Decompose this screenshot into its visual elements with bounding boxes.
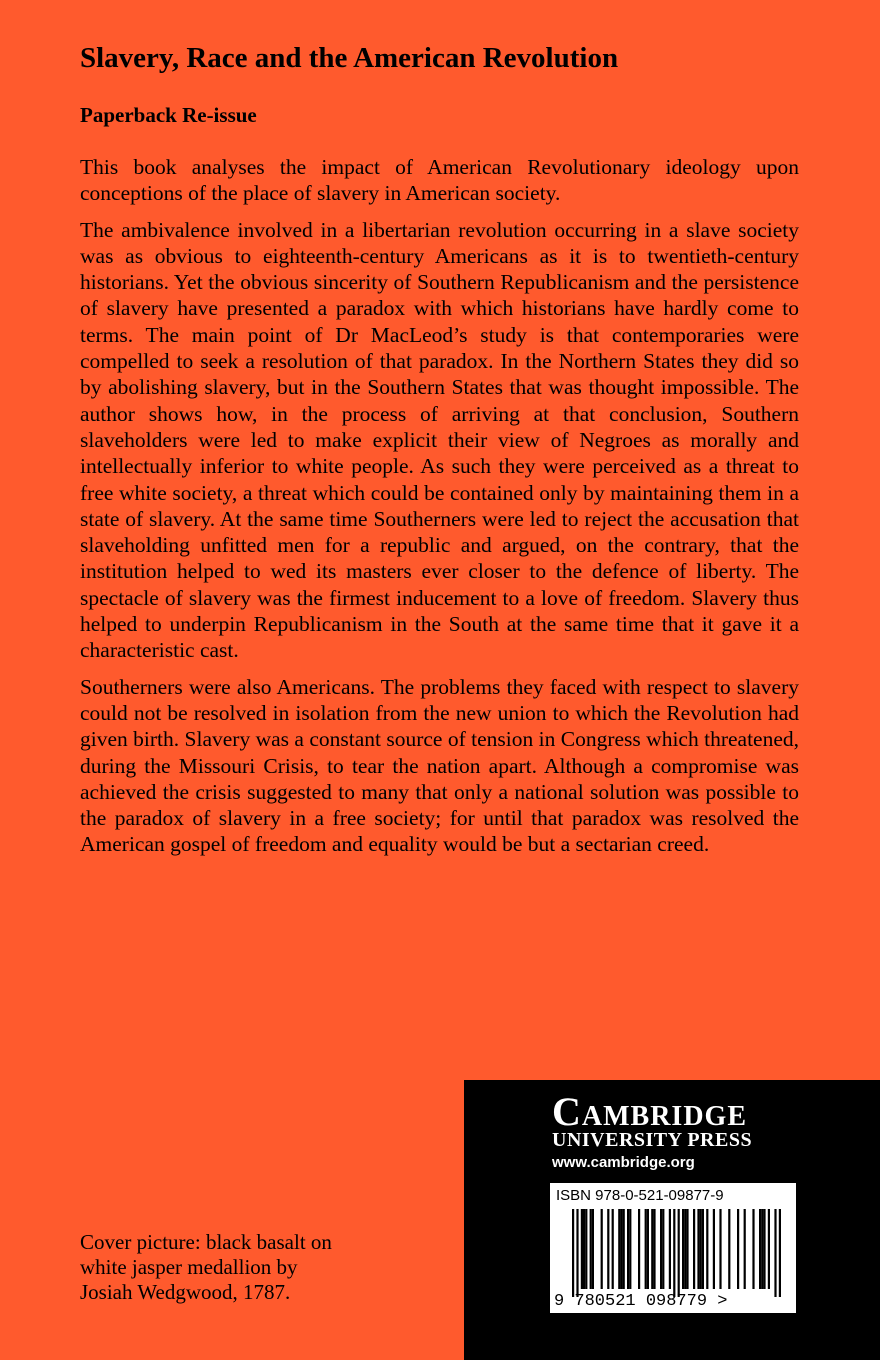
barcode-bar [653, 1209, 655, 1289]
barcode-bar [583, 1209, 585, 1289]
barcode-bar [763, 1209, 765, 1289]
caption-line-2: white jasper medallion by [80, 1255, 298, 1279]
barcode-bar [684, 1209, 686, 1289]
barcode-bar [686, 1209, 688, 1289]
barcode-bar [620, 1209, 622, 1289]
barcode-bar [702, 1209, 704, 1289]
book-title: Slavery, Race and the American Revolution [80, 42, 619, 74]
barcode-bar [612, 1209, 614, 1289]
cover-picture-caption [80, 1230, 420, 1305]
barcode-bar [629, 1209, 631, 1289]
barcode-bar [660, 1209, 662, 1289]
barcode-bar [638, 1209, 640, 1289]
barcode-bar [592, 1209, 594, 1289]
blurb-text [80, 154, 799, 868]
edition-subtitle: Paperback Re-issue [80, 103, 257, 127]
caption-line-1: Cover picture: black basalt on [80, 1230, 332, 1254]
barcode-bar [645, 1209, 647, 1289]
publisher-logo-subname: UNIVERSITY PRESS [552, 1129, 753, 1151]
barcode-bar [585, 1209, 587, 1289]
barcode-bar [572, 1209, 574, 1297]
barcode-bar [669, 1209, 671, 1289]
barcode-bar [761, 1209, 763, 1289]
publisher-block [464, 1080, 880, 1360]
isbn-barcode [550, 1183, 796, 1313]
barcode-digits: 9 780521 098779 > [554, 1292, 728, 1311]
barcode-bar [627, 1209, 629, 1289]
barcode-bar [618, 1209, 620, 1289]
publisher-logo-name: Cambridge [552, 1089, 748, 1134]
barcode-bar [682, 1209, 684, 1289]
barcode-bar [647, 1209, 649, 1289]
barcode-bar [693, 1209, 695, 1289]
publisher-url: www.cambridge.org [552, 1154, 695, 1171]
barcode-bar [744, 1209, 746, 1289]
blurb-paragraph-3: Southerners were also Americans. The problems they faced with respect to slavery could not be resolved in isolation from the new union to which the Revolution had given birth. Slavery was a constant source of tension in Congress which threatened, during the Missouri Crisis, to tear the nation apart. Although a compromise was achieved the crisis suggested to many that only a national solution was possible to the paradox of slavery in a free society; for until that paradox was resolved the American gospel of freedom and equality would be but a sectarian creed. [80, 674, 799, 857]
barcode-bar [590, 1209, 592, 1289]
barcode-bar [662, 1209, 664, 1289]
caption-line-3: Josiah Wedgwood, 1787. [80, 1280, 291, 1304]
barcode-bar [728, 1209, 730, 1289]
barcode-bar [713, 1209, 715, 1289]
blurb-paragraph-2: The ambivalence involved in a libertarian revolution occurring in a slave society was as obvious to eighteenth-century Americans as it is to twentieth-century historians. Yet the obvious sincerity of Southern Republicanism and the persistence of slavery have presented a paradox with which historians have hardly come to terms. The main point of Dr MacLeod’s study is that contemporaries were compelled to seek a resolution of that paradox. In the Northern States they did so by abolishing slavery, but in the Southern States that was thought impossible. The author shows how, in the process of arriving at that conclusion, Southern slaveholders were led to make explicit their view of Negroes as morally and intellectually inferior to white people. As such they were perceived as a threat to free white society, a threat which could be contained only by maintaining them in a state of slavery. At the same time Southerners were led to reject the accusation that slaveholding unfitted men for a republic and argued, on the contrary, that the institution helped to wed its masters ever closer to the defence of liberty. The spectacle of slavery was the firmest inducement to a love of freedom. Slavery thus helped to underpin Republicanism in the South at the same time that it gave it a characteristic cast. [80, 217, 799, 663]
barcode-bar [607, 1209, 609, 1289]
barcode-bar [768, 1209, 770, 1289]
barcode-bar [678, 1209, 680, 1297]
barcode-bar [700, 1209, 702, 1289]
blurb-paragraph-1: This book analyses the impact of American Revolutionary ideology upon conceptions of the place of slavery in American society. [80, 155, 799, 206]
barcode-bar [779, 1209, 781, 1297]
barcode-bar [759, 1209, 761, 1289]
barcode-bar [576, 1209, 578, 1297]
barcode-bar [752, 1209, 754, 1289]
barcode-bar [581, 1209, 583, 1289]
isbn-label: ISBN 978-0-521-09877-9 [556, 1187, 724, 1204]
barcode-bar [601, 1209, 603, 1289]
barcode-bar [706, 1209, 708, 1289]
barcode-bar [697, 1209, 699, 1289]
barcode-bar [774, 1209, 776, 1297]
barcode-bar [673, 1209, 675, 1297]
barcode-bar [719, 1209, 721, 1289]
barcode-bar [737, 1209, 739, 1289]
barcode-bar [651, 1209, 653, 1289]
barcode-bar [623, 1209, 625, 1289]
